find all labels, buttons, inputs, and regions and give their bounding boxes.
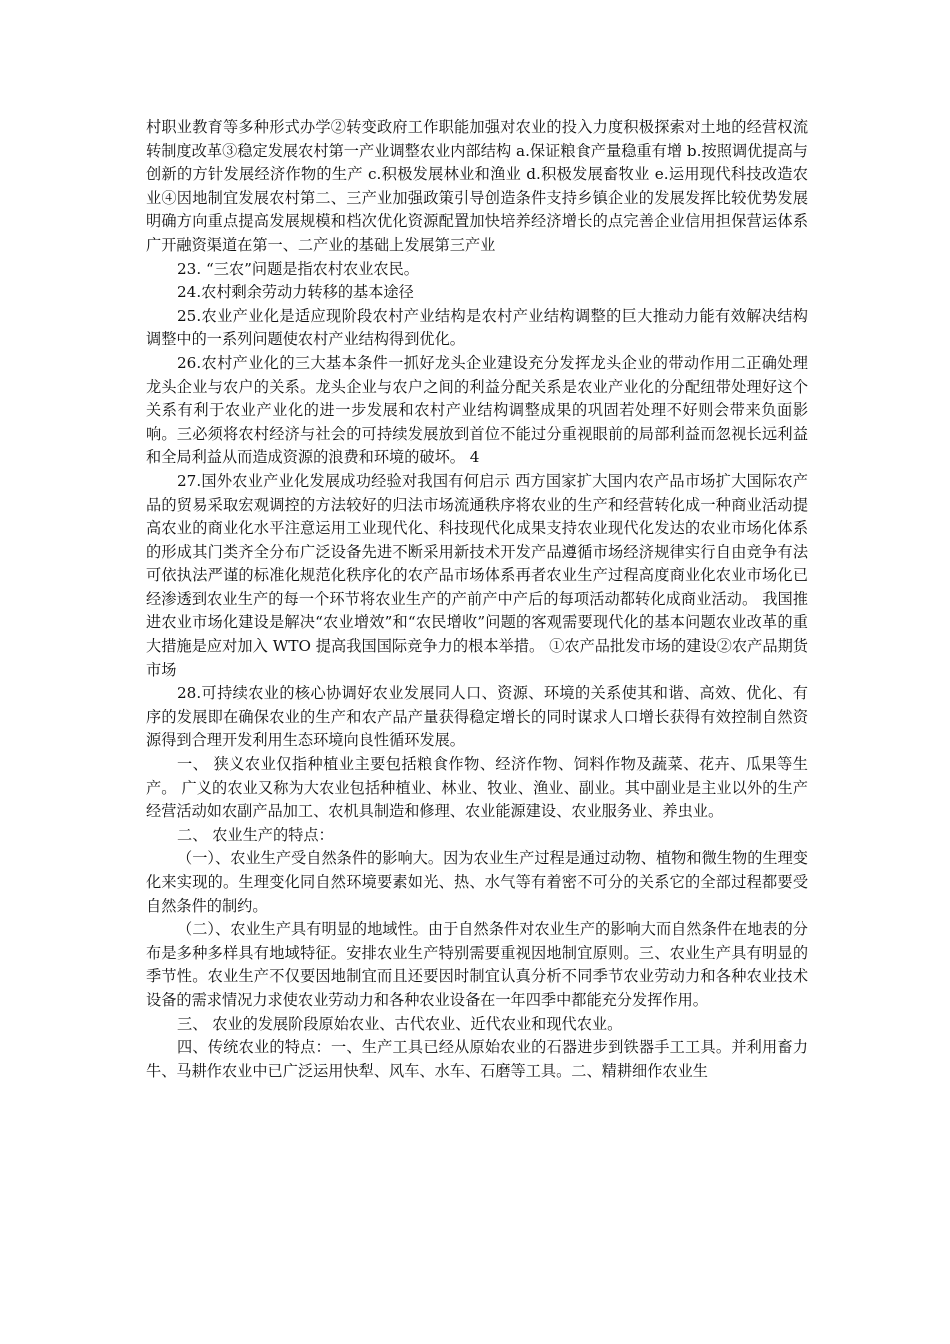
paragraph-24: 24.农村剩余劳动力转移的基本途径: [177, 283, 414, 302]
paragraph-28: 28.可持续农业的核心协调好农业发展同人口、资源、环境的关系使其和谐、高效、优化、有序的发展即在确保农业的生产和农产品产量获得稳定增长的同时谋求人口增长获得有效控制自然资源得到合理开发利用生态环境向良性循环发展。: [146, 684, 808, 750]
paragraph-section-4: 四、传统农业的特点：一、生产工具已经从原始农业的石器进步到铁器手工工具。并利用畜力牛、马耕作农业中已广泛运用快犁、风车、水车、石磨等工具。二、精耕细作农业生: [146, 1038, 808, 1080]
paragraph-section-3: 三、 农业的发展阶段原始农业、古代农业、近代农业和现代农业。: [177, 1014, 623, 1033]
paragraph-section-2-item-1: （一）、农业生产受自然条件的影响大。因为农业生产过程是通过动物、植物和微生物的生理变化来实现的。生理变化同自然环境要素如光、热、水气等有着密不可分的关系它的全部过程都要受自然条件的制约。: [146, 849, 808, 915]
paragraph-section-1: 一、 狭义农业仅指种植业主要包括粮食作物、经济作物、饲料作物及蔬菜、花卉、瓜果等生产。 广义的农业又称为大农业包括种植业、林业、牧业、渔业、副业。其中副业是主业以外的生产经营活动如农副产品加工、农机具制造和修理、农业能源建设、农业服务业、养虫业。: [146, 755, 808, 821]
paragraph-section-2-heading: 二、 农业生产的特点：: [177, 825, 334, 844]
paragraph-section-2-item-2: （二）、农业生产具有明显的地域性。由于自然条件对农业生产的影响大而自然条件在地表的分布是多种多样具有地域特征。安排农业生产特别需要重视因地制宜原则。三、农业生产具有明显的季节性。农业生产不仅要因地制宜而且还要因时制宜认真分析不同季节农业劳动力和各种农业技术设备的需求情况力求使农业劳动力和各种农业设备在一年四季中都能充分发挥作用。: [146, 920, 808, 1009]
paragraph-26: 26.农村产业化的三大基本条件一抓好龙头企业建设充分发挥龙头企业的带动作用二正确处理龙头企业与农户的关系。龙头企业与农户之间的利益分配关系是农业产业化的分配纽带处理好这个关系有利于农业产业化的进一步发展和农村产业结构调整成果的巩固若处理不好则会带来负面影响。三必须将农村经济与社会的可持续发展放到首位不能过分重视眼前的局部利益而忽视长远利益和全局利益从而造成资源的浪费和环境的破坏。 4: [146, 353, 808, 467]
document-page: [146, 116, 808, 1083]
paragraph-25: 25.农业产业化是适应现阶段农村产业结构是农村产业结构调整的巨大推动力能有效解决结构调整中的一系列问题使农村产业结构得到优化。: [146, 306, 808, 349]
paragraph-continuation: 村职业教育等多种形式办学②转变政府工作职能加强对农业的投入力度积极探索对土地的经营权流转制度改革③稳定发展农村第一产业调整农业内部结构 a.保证粮食产量稳重有增 b.按照调优提高与创新的方针发展经济作物的生产 c.积极发展林业和渔业 d.积极发展畜牧业 e.运用现代科技改造农业④因地制宜发展农村第二、三产业加强政策引导创造条件支持乡镇企业的发展发挥比较优势发展明确方向重点提高发展规模和档次优化资源配置加快培养经济增长的点完善企业信用担保营运体系广开融资渠道在第一、二产业的基础上发展第三产业: [146, 118, 808, 254]
paragraph-27: 27.国外农业产业化发展成功经验对我国有何启示 西方国家扩大国内农产品市场扩大国际农产品的贸易采取宏观调控的方法较好的归法市场流通秩序将农业的生产和经营转化成一种商业活动提高农业的商业化水平注意运用工业现代化、科技现代化成果支持农业现代化发达的农业市场化体系的形成其门类齐全分布广泛设备先进不断采用新技术开发产品遵循市场经济规律实行自由竞争有法可依执法严谨的标准化规范化秩序化的农产品市场体系再者农业生产过程高度商业化农业市场化已经渗透到农业生产的每一个环节将农业生产的产前产中产后的每项活动都转化成商业活动。 我国推进农业市场化建设是解决“农业增效”和“农民增收”问题的客观需要现代化的基本问题农业改革的重大措施是应对加入 WTO 提高我国国际竞争力的根本举措。 ①农产品批发市场的建设②农产品期货市场: [146, 471, 808, 679]
paragraph-23: 23. “三农”问题是指农村农业农民。: [177, 259, 419, 278]
